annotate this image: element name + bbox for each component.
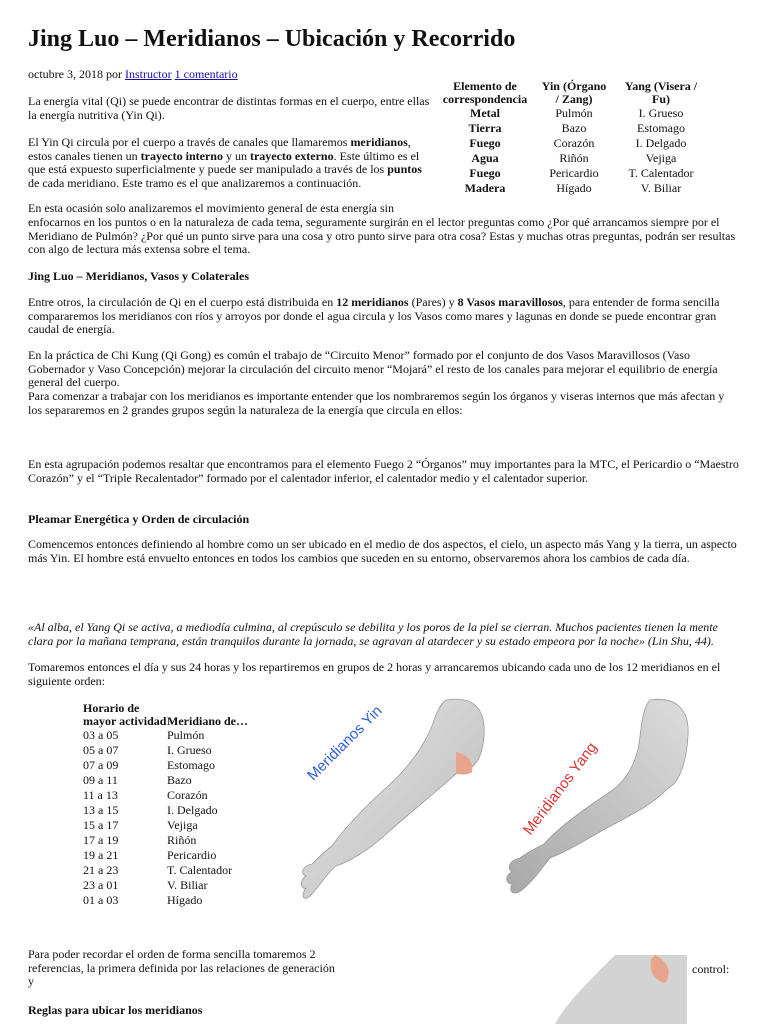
col-header-meridian: Meridiano de… [167,714,248,728]
author-link[interactable]: Instructor [124,67,172,81]
paragraph-scope-rest: enfocarnos en los puntos o en la naturaleza de cada tema, seguramente surgirán en el lector preguntas como ¿Por qué arrancamos siempre por el Meridiano de Pulmón? ¿Por qué un punto sirve para una cosa y otro punto sirve para otra cosa? Estas y muchas otras preguntas, podrán ser resultas con algo de lectura más extensa sobre el tema. [28,215,736,256]
hours-table-header [83,702,277,728]
post-date: octubre 3, 2018 [28,67,103,81]
page-title: Jing Luo – Meridianos – Ubicación y Recorrido [28,26,516,52]
paragraph-references: Para poder recordar el orden de forma sencilla tomaremos 2 referencias, la primera definida por las relaciones de generación y [28,947,335,988]
col-header-schedule: Horario de mayor actividad [83,701,167,728]
table-row: 19 a 21 Pericardio [83,848,217,862]
table-row: 23 a 01 V. Biliar [83,878,208,892]
heading-reglas: Reglas para ubicar los meridianos [28,1003,203,1017]
quote-block: «Al alba, el Yang Qi se activa, a mediodía culmina, al crepúsculo se debilita y los poros de la piel se cierran. Muchos pacientes tienen la mente clara por la mañana temprana, están tranquilos durante la jornada, se agravan al atardecer y su estado empeora por la noche» (Lin Shu, 44). [28,620,718,648]
table-row: 21 a 23 T. Calentador [83,863,233,877]
paragraph-fire: En esta agrupación podemos resaltar que encontramos para el elemento Fuego 2 “Órganos” muy importantes para la MTC, el Pericardio o “Maestro Corazón” y el “Triple Recalentador” formado por el calentador inferior, el calentador medio y el calentador superior. [28,457,739,485]
yin-label: Meridianos Yin [304,702,386,785]
table-row: 03 a 05 Pulmón [83,728,205,742]
table-row: 15 a 17 Vejiga [83,818,198,832]
hours-table [83,702,277,908]
yang-label: Meridianos Yang [520,739,601,839]
paragraph-man: Comencemos entonces definiendo al hombre como un ser ubicado en el medio de dos aspectos, el cielo, un aspecto más Yang y la tierra, un aspecto más Yin. El hombre está envuelto entonces en todos los cambios que suceden en su entorno, observaremos ahora los cambios de cada día. [28,537,737,565]
paragraph-references-end: control: [692,962,730,976]
table-row: 11 a 13 Corazón [83,788,208,802]
table-row: 17 a 19 Riñón [83,833,197,847]
comments-link[interactable]: 1 comentario [174,67,238,81]
table-row: 13 a 15 I. Delgado [83,803,218,817]
post-by: por [105,67,122,81]
table-row: 09 a 11 Bazo [83,773,192,787]
table-row: Agua Riñón Vejiga [471,151,677,165]
meridians-paragraph: El Yin Qi circula por el cuerpo a través de canales que llamaremos meridianos, estos canales tienen un trayecto interno y un trayecto externo. Este último es el que está expuesto superficialmente y puede ser manipulado a través de los puntos de cada meridiano. Este tramo es el que analizaremos a continuación. [28,135,422,190]
table-row: 05 a 07 I. Grueso [83,743,212,757]
col-header-element: Elemento de correspondencia [442,79,528,106]
table-row: Madera Hígado V. Biliar [464,181,682,195]
table-row: Metal Pulmón I. Grueso [470,106,684,120]
table-row: 01 a 03 Hígado [83,893,203,907]
heading-vasos: Jing Luo – Meridianos, Vasos y Colaterales [28,269,250,283]
paragraph-groups: Para comenzar a trabajar con los meridianos es importante entender que los nombraremos según los órganos y viseras internos que más afectan y los separaremos en 2 grandes grupos según la naturaleza de la energía que circula en ellos: [28,389,725,417]
bottom-arm-figure [555,955,687,1024]
yin-arm-image [296,696,488,906]
yang-arm-image [500,696,692,906]
col-header-yang: Yang (Visera / Fu) [624,79,698,106]
paragraph-hours: Tomaremos entonces el día y sus 24 horas y los repartiremos en grupos de 2 horas y arrancaremos ubicando cada uno de los 12 meridianos en el siguiente orden: [28,660,721,688]
paragraph-scope-start: En esta ocasión solo analizaremos el movimiento general de esta energía sin [28,201,394,215]
elements-table [436,80,708,196]
yin-arm-figure [296,696,488,906]
paragraph-vasos: Entre otros, la circulación de Qi en el cuerpo está distribuida en 12 meridianos (Pares) y 8 Vasos maravillosos, para entender de forma sencilla compararemos los meridianos con ríos y arroyos por donde el agua circula y los Vasos como mares y lagunas en donde se puede encontrar gran caudal de energía. [28,295,720,336]
elements-table-header [436,80,708,106]
yang-arm-figure [500,696,692,906]
heading-pleamar: Pleamar Energética y Orden de circulación [28,512,250,526]
table-row: 07 a 09 Estomago [83,758,215,772]
post-meta [28,67,238,82]
table-row: Fuego Pericardio T. Calentador [469,166,694,180]
paragraph-chikung: En la práctica de Chi Kung (Qi Gong) es común el trabajo de “Circuito Menor” formado por el conjunto de dos Vasos Maravillosos (Vaso Gobernador y Vaso Concepción) mejorar la circulación del circuito menor “Mojará” el resto de los canales para mejorar el equilibrio de energía general del cuerpo. [28,348,718,389]
intro-paragraph: La energía vital (Qi) se puede encontrar de distintas formas en el cuerpo, entre ellas la energía nutritiva (Yin Qi). [28,94,430,122]
table-row: Tierra Bazo Estomago [468,121,685,135]
table-row: Fuego Corazón I. Delgado [469,136,687,150]
bottom-arm-image [555,955,687,1024]
col-header-yin: Yin (Órgano / Zang) [541,79,607,106]
